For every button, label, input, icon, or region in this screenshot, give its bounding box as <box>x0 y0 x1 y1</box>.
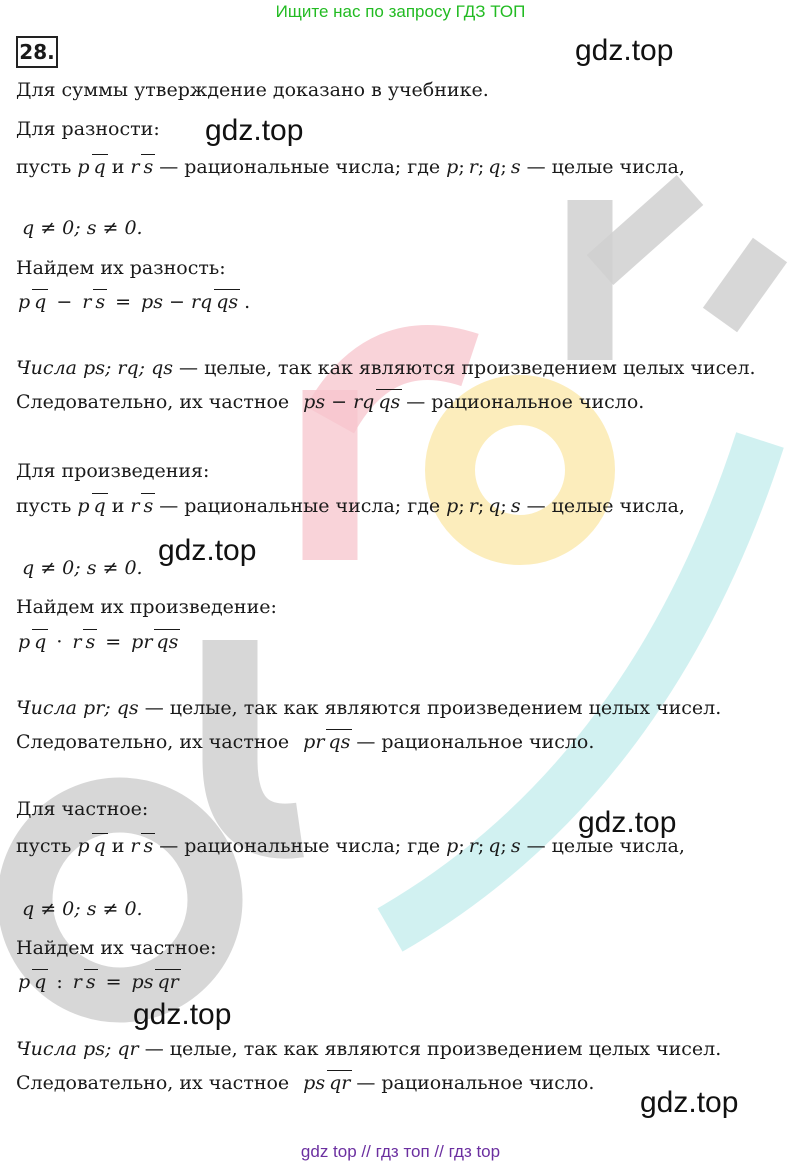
fraction-r-s: r s <box>72 630 96 653</box>
and-word: и <box>111 156 125 178</box>
let-word: пусть <box>16 156 72 178</box>
fraction-quotient-result: ps qr <box>303 1071 351 1094</box>
fraction-r-s: r s <box>72 970 96 993</box>
fraction-difference-result: ps − rq qs <box>141 290 239 313</box>
difference-formula: p q − r s = ps − rq qs . <box>18 290 251 313</box>
rational-numbers-text: — рациональные числа; где <box>159 156 441 178</box>
product-condition: q ≠ 0; s ≠ 0. <box>22 557 143 579</box>
quotient-condition: q ≠ 0; s ≠ 0. <box>22 898 143 920</box>
difference-find: Найдем их разность: <box>16 257 226 279</box>
fraction-r-s: r s <box>130 834 154 857</box>
integers-text: — целые числа, <box>526 156 685 178</box>
difference-condition: q ≠ 0; s ≠ 0. <box>22 217 143 239</box>
product-heading: Для произведения: <box>16 460 210 482</box>
fraction-r-s: r s <box>82 290 106 313</box>
product-numbers-line: Числа pr; qs — целые, так как являются произведением целых чисел. <box>16 697 722 719</box>
search-hint-link[interactable]: Ищите нас по запросу ГДЗ ТОП <box>275 2 526 21</box>
gdz-watermark: gdz.top <box>205 114 304 147</box>
footer-links[interactable]: gdz top // гдз топ // гдз top <box>300 1142 501 1161</box>
quotient-conclusion: Следовательно, их частное ps qr — рациональное число. <box>16 1071 595 1094</box>
gdz-watermark: gdz.top <box>575 34 674 67</box>
quotient-heading: Для частное: <box>16 798 149 820</box>
quotient-numbers-line: Числа ps; qr — целые, так как являются произведением целых чисел. <box>16 1038 722 1060</box>
quotient-let-line: пусть p q и r s — рациональные числа; где p ; r ; q ; s — целые числа, <box>16 834 685 857</box>
fraction-p-q: p q <box>18 290 47 313</box>
difference-let-line: пусть p q и r s — рациональные числа; где p ; r ; q ; s — целые числа, <box>16 155 685 178</box>
problem-number: 28. <box>16 36 58 68</box>
intro-text: Для суммы утверждение доказано в учебнике. <box>16 79 489 101</box>
fraction-quotient-result: ps qr <box>131 970 179 993</box>
gdz-watermark: gdz.top <box>158 534 257 567</box>
fraction-r-s: r s <box>130 494 154 517</box>
fraction-p-q: p q <box>77 155 106 178</box>
quotient-formula: p q : r s = ps qr <box>18 970 179 993</box>
gdz-watermark: gdz.top <box>133 998 232 1031</box>
fraction-product-result: pr qs <box>131 630 179 653</box>
product-formula: p q · r s = pr qs <box>18 630 179 653</box>
difference-numbers-line: Числа ps; rq; qs — целые, так как являются произведением целых чисел. <box>16 357 756 379</box>
fraction-p-q: p q <box>77 494 106 517</box>
fraction-p-q: p q <box>18 970 47 993</box>
quotient-find: Найдем их частное: <box>16 937 217 959</box>
difference-heading: Для разности: <box>16 118 160 140</box>
difference-conclusion: Следовательно, их частное ps − rq qs — рациональное число. <box>16 390 645 413</box>
fraction-difference-result: ps − rq qs <box>303 390 401 413</box>
fraction-p-q: p q <box>18 630 47 653</box>
fraction-r-s: r s <box>130 155 154 178</box>
gdz-watermark: gdz.top <box>578 806 677 839</box>
product-let-line: пусть p q и r s — рациональные числа; где p ; r ; q ; s — целые числа, <box>16 494 685 517</box>
gdz-watermark: gdz.top <box>640 1086 739 1119</box>
fraction-p-q: p q <box>77 834 106 857</box>
product-conclusion: Следовательно, их частное pr qs — рациональное число. <box>16 730 595 753</box>
product-find: Найдем их произведение: <box>16 596 277 618</box>
fraction-product-result: pr qs <box>303 730 351 753</box>
